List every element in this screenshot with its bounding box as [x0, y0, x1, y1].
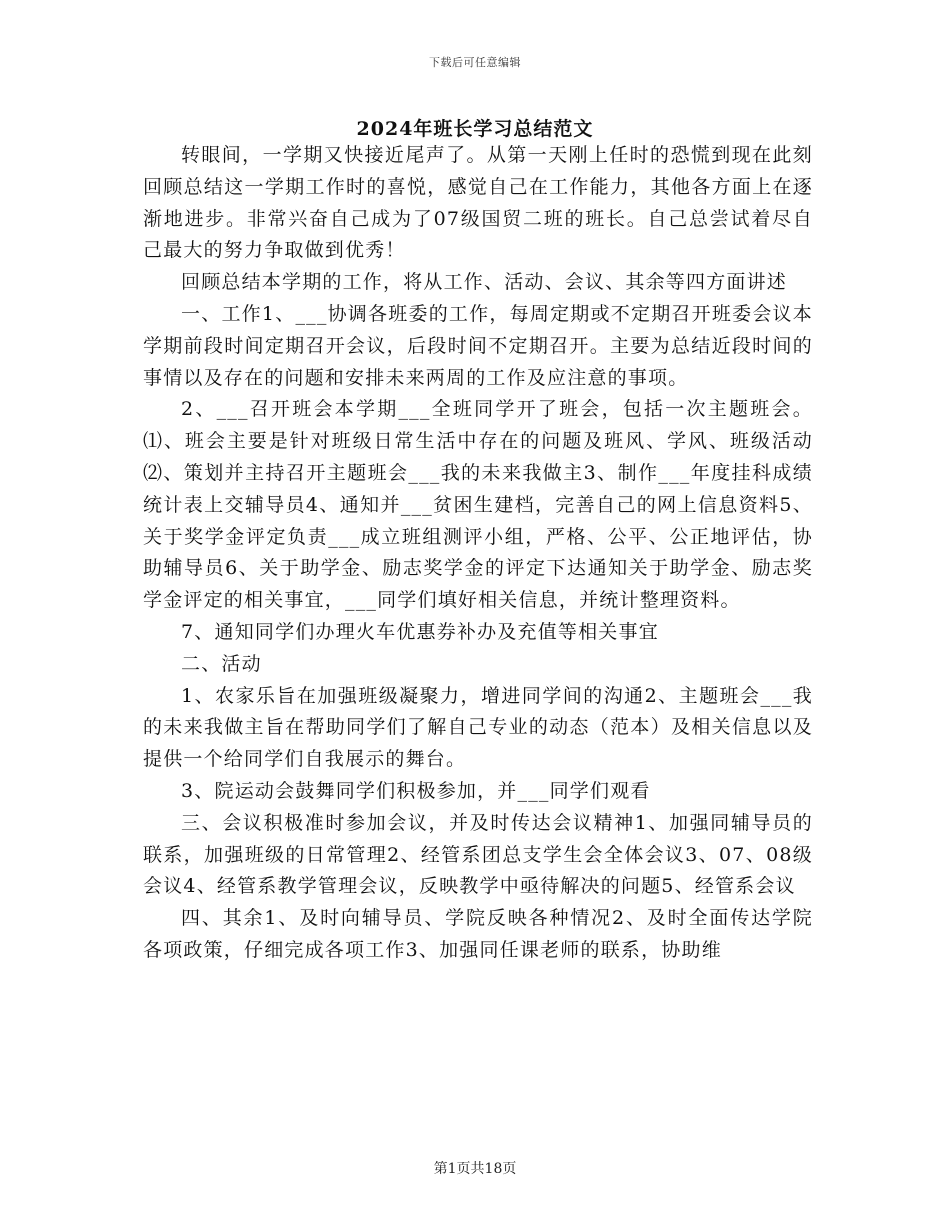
- paragraph-activities-3: 3、院运动会鼓舞同学们积极参加，并___同学们观看: [181, 779, 651, 802]
- document-title: 2024年班长学习总结范文: [356, 118, 594, 140]
- paragraph-activities-1: 1、农家乐旨在加强班级凝聚力，增进同学间的沟通2、主题班会___我的未来我做主旨在帮助同学们了解自己专业的动态（范本）及相关信息以及提供一个给同学们自我展示的舞台。: [143, 684, 813, 771]
- paragraph-others: 四、其余1、及时向辅导员、学院反映各种情况2、及时全面传达学院各项政策，仔细完成各项工作3、加强同任课老师的联系，协助维: [143, 907, 813, 961]
- paragraph-work-7: 7、通知同学们办理火车优惠券补办及充值等相关事宜: [181, 620, 659, 643]
- paragraph-meetings: 三、会议积极准时参加会议，并及时传达会议精神1、加强同辅导员的联系，加强班级的日常管理2、经管系团总支学生会全体会议3、07、08级会议4、经管系教学管理会议，反映教学中亟待解决的问题5、经管系会议: [143, 811, 813, 898]
- paragraph-work-2: 2、___召开班会本学期___全班同学开了班会，包括一次主题班会。⑴、班会主要是针对班级日常生活中存在的问题及班风、学风、班级活动⑵、策划并主持召开主题班会___我的未来我做主3、制作___年度挂科成绩统计表上交辅导员4、通知并___贫困生建档，完善自己的网上信息资料5、关于奖学金评定负责___成立班组测评小组，严格、公平、公正地评估，协助辅导员6、关于助学金、励志奖学金的评定下达通知关于助学金、励志奖学金评定的相关事宜，___同学们填好相关信息，并统计整理资料。: [143, 398, 813, 612]
- section-heading-activities: 二、活动: [181, 652, 262, 675]
- paragraph-intro: 转眼间，一学期又快接近尾声了。从第一天刚上任时的恐慌到现在此刻回顾总结这一学期工作时的喜悦，感觉自己在工作能力，其他各方面上在逐渐地进步。非常兴奋自己成为了07级国贸二班的班长。自己总尝试着尽自己最大的努力争取做到优秀！: [143, 144, 813, 262]
- document-body: [143, 140, 813, 967]
- download-note: 下载后可任意编辑: [429, 56, 521, 69]
- paragraph-work-1: 一、工作1、___协调各班委的工作，每周定期或不定期召开班委会议本学期前段时间定期召开会议，后段时间不定期召开。主要为总结近段时间的事情以及存在的问题和安排未来两周的工作及应注意的事项。: [143, 302, 813, 389]
- paragraph-overview: 回顾总结本学期的工作，将从工作、活动、会议、其余等四方面讲述: [181, 271, 788, 294]
- page-number: 第1页共18页: [433, 1161, 517, 1177]
